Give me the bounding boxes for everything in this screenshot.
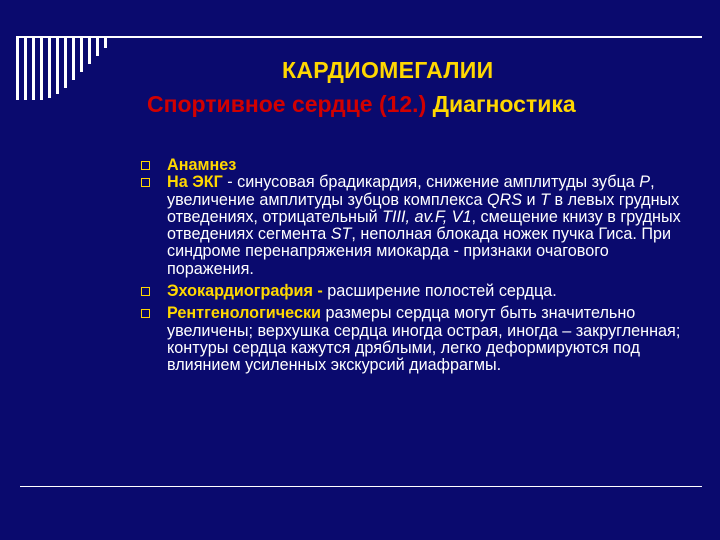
item-head: Анамнез <box>167 156 237 174</box>
slide-subtitle <box>147 91 576 118</box>
list-item-anamnesis <box>141 157 681 174</box>
item-text: , смещение книзу в грудных отведениях сегмента <box>167 207 681 244</box>
item-text-italic: Р <box>639 173 651 192</box>
item-text: расширение полостей сердца. <box>327 282 557 301</box>
item-text-italic: ST <box>330 225 352 244</box>
list-item-xray <box>141 305 681 374</box>
square-bullet-icon <box>141 287 150 296</box>
item-text: , увеличение амплитуды зубцов комплекса <box>167 173 655 209</box>
square-bullet-icon <box>141 309 150 318</box>
item-text-italic: TIII, av.F, V1 <box>382 207 472 226</box>
top-rule <box>16 36 702 38</box>
square-bullet-icon <box>141 161 150 170</box>
subtitle-gold: Диагностика <box>426 91 576 117</box>
bullet-list <box>141 157 681 375</box>
subtitle-red: Спортивное сердце (12.) <box>147 91 427 117</box>
item-text: , неполная блокада ножек пучка Гиса. При синдроме перенапряжения миокарда - признаки очагового поражения. <box>167 225 672 278</box>
item-text: и <box>522 190 541 209</box>
bottom-rule <box>20 486 702 487</box>
list-item-echo <box>141 283 681 300</box>
item-text: - синусовая брадикардия, снижение амплитуды зубца <box>222 173 640 192</box>
item-head: Рентгенологически <box>167 304 322 323</box>
square-bullet-icon <box>141 178 150 187</box>
item-text-italic: Т <box>540 190 550 209</box>
item-text: размеры сердца могут быть значительно увеличены; верхушка сердца иногда острая, иногда – закругленная; контуры сердца кажутся дряблыми, легко деформируются под влиянием усиленных экскурсий диафрагмы. <box>167 304 681 375</box>
slide-title: КАРДИОМЕГАЛИИ <box>282 57 494 83</box>
item-text: в левых грудных отведениях, отрицательный <box>167 190 680 226</box>
item-head: На ЭКГ <box>167 173 223 192</box>
item-text-italic: QRS <box>486 190 523 209</box>
item-head: Эхокардиография - <box>167 282 328 301</box>
list-item-ecg <box>141 174 681 278</box>
decorative-bars <box>16 36 116 100</box>
